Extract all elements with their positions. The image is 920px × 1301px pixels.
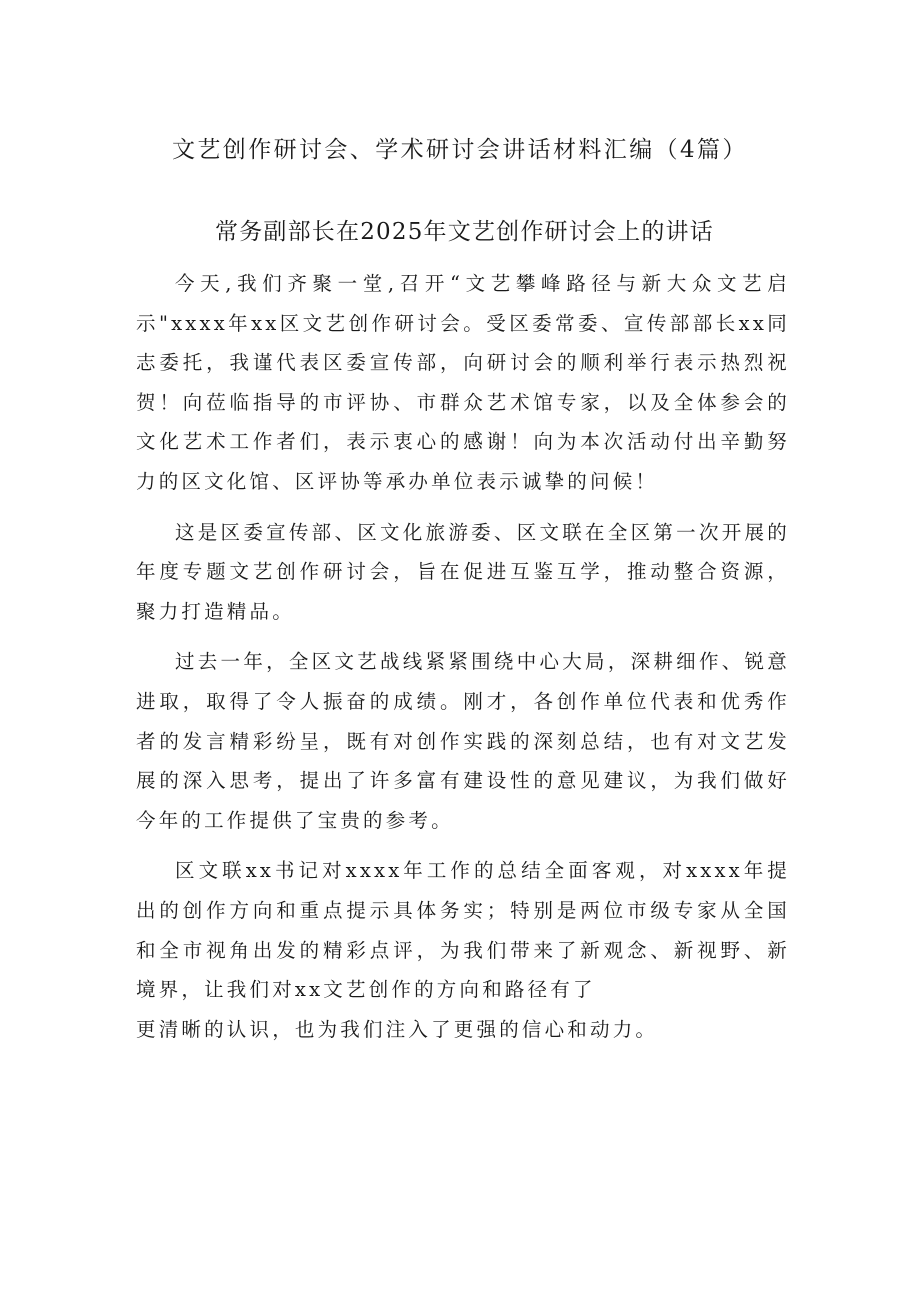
- paragraph-review: 过去一年，全区文艺战线紧紧围绕中心大局，深耕细作、锐意进取，取得了令人振奋的成绩。刚才，各创作单位代表和优秀作者的发言精彩纷呈，既有对创作实践的深刻总结，也有对文艺发展的深入思考，提出了许多富有建设性的意见建议，为我们做好今年的工作提供了宝贵的参考。: [136, 650, 790, 832]
- paragraph-continuation: 更清晰的认识，也为我们注入了更强的信心和动力。: [136, 1017, 659, 1041]
- document-title: 文艺创作研讨会、学术研讨会讲话材料汇编（4篇）: [172, 137, 748, 163]
- speech-title: 常务副部长在2025年文艺创作研讨会上的讲话: [215, 219, 714, 245]
- speech-body: [136, 264, 790, 1049]
- paragraph-praise: 区文联xx书记对xxxx年工作的总结全面客观，对xxxx年提出的创作方向和重点提示具体务实；特别是两位市级专家从全国和全市视角出发的精彩点评，为我们带来了新观念、新视野、新境界，让我们对xx文艺创作的方向和路径有了: [136, 859, 790, 1002]
- paragraph-opening: 今天,我们齐聚一堂,召开“文艺攀峰路径与新大众文艺启示"xxxx年xx区文艺创作研讨会。受区委常委、宣传部部长xx同志委托，我谨代表区委宣传部，向研讨会的顺利举行表示热烈祝贺！向莅临指导的市评协、市群众艺术馆专家，以及全体参会的文化艺术工作者们，表示衷心的感谢！向为本次活动付出辛勤努力的区文化馆、区评协等承办单位表示诚挚的问候！: [136, 272, 790, 493]
- paragraph-purpose: 这是区委宣传部、区文化旅游委、区文联在全区第一次开展的年度专题文艺创作研讨会，旨在促进互鉴互学，推动整合资源，聚力打造精品。: [136, 520, 790, 623]
